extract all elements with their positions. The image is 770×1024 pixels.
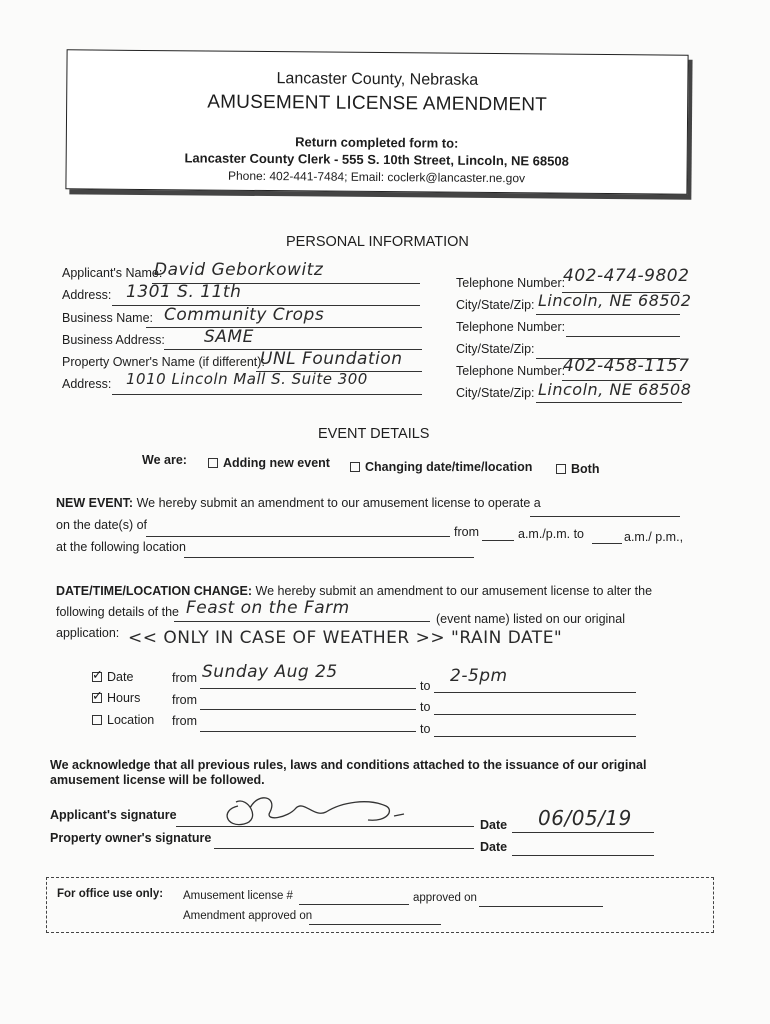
phone3-label: Telephone Number: bbox=[456, 364, 566, 378]
county-name: Lancaster County, Nebraska bbox=[276, 70, 479, 89]
hours-to-line bbox=[434, 714, 636, 715]
business-name-value[interactable]: Community Crops bbox=[164, 305, 325, 325]
csz3-value[interactable]: Lincoln, NE 68508 bbox=[538, 380, 692, 399]
change-text bbox=[56, 584, 652, 598]
csz1-label: City/State/Zip: bbox=[456, 298, 535, 312]
date-from-line bbox=[200, 688, 416, 689]
location-to-line bbox=[434, 736, 636, 737]
location-line bbox=[184, 557, 474, 558]
license-number-label: Amusement license # bbox=[183, 890, 293, 902]
date-to-label: to bbox=[420, 679, 431, 693]
to-time-line bbox=[592, 543, 622, 544]
personal-section-title: PERSONAL INFORMATION bbox=[286, 234, 469, 250]
applicant-signature[interactable] bbox=[218, 788, 418, 840]
change-body: We hereby submit an amendment to our amusement license to alter the bbox=[255, 584, 653, 598]
business-name-line bbox=[146, 327, 422, 328]
owner-address-line bbox=[112, 394, 422, 395]
office-use-label: For office use only: bbox=[57, 888, 164, 900]
new-event-body: We hereby submit an amendment to our amusement license to operate a bbox=[136, 496, 541, 510]
on-dates-line bbox=[146, 536, 450, 537]
option-changing[interactable] bbox=[350, 460, 532, 474]
both-checkbox[interactable] bbox=[556, 464, 566, 474]
business-address-value[interactable]: SAME bbox=[204, 327, 254, 347]
header-box bbox=[65, 49, 688, 194]
approved-on-label: approved on bbox=[413, 892, 477, 904]
applicant-date-label: Date bbox=[480, 818, 508, 832]
event-name-suffix: (event name) listed on our original bbox=[436, 612, 625, 626]
location-row-label: Location bbox=[107, 713, 155, 727]
return-label: Return completed form to: bbox=[295, 134, 459, 151]
applicant-name-value[interactable]: David Geborkowitz bbox=[154, 260, 324, 280]
address-value[interactable]: 1301 S. 11th bbox=[126, 282, 242, 302]
amendment-approved-label: Amendment approved on bbox=[183, 910, 313, 922]
new-event-heading: NEW EVENT: bbox=[56, 496, 134, 510]
business-name-label: Business Name: bbox=[62, 311, 154, 325]
amendment-approved-line bbox=[309, 924, 441, 925]
acknowledgement-text: We acknowledge that all previous rules, laws and conditions attached to the issuance of our original amusement license will be followed. bbox=[50, 758, 647, 787]
form-title: AMUSEMENT LICENSE AMENDMENT bbox=[207, 91, 548, 116]
option-adding[interactable] bbox=[208, 456, 330, 470]
ampm-end-label: a.m./ p.m., bbox=[624, 530, 684, 544]
license-number-line bbox=[299, 904, 409, 905]
applicant-name-label: Applicant's Name: bbox=[62, 266, 163, 280]
phone1-label: Telephone Number: bbox=[456, 276, 566, 290]
csz1-line bbox=[536, 314, 680, 315]
owner-date-label: Date bbox=[480, 840, 508, 854]
event-name-line bbox=[174, 621, 430, 622]
new-event-type-line bbox=[530, 516, 680, 517]
option-both[interactable] bbox=[556, 462, 599, 476]
phone2-label: Telephone Number: bbox=[456, 320, 566, 334]
hours-from-label: from bbox=[172, 693, 197, 707]
event-name-value[interactable]: Feast on the Farm bbox=[186, 598, 350, 618]
from-time-line bbox=[482, 540, 514, 541]
we-are-label: We are: bbox=[142, 453, 187, 467]
on-dates-label: on the date(s) of bbox=[56, 518, 148, 532]
applicant-date-line bbox=[512, 832, 654, 833]
event-section-title: EVENT DETAILS bbox=[318, 426, 430, 442]
csz3-line bbox=[536, 402, 682, 403]
adding-checkbox[interactable] bbox=[208, 458, 218, 468]
applicant-date-value[interactable]: 06/05/19 bbox=[538, 806, 632, 830]
location-from-line bbox=[200, 731, 416, 732]
date-to-value[interactable]: 2-5pm bbox=[450, 666, 508, 686]
phone3-value[interactable]: 402-458-1157 bbox=[563, 356, 690, 376]
both-label: Both bbox=[571, 462, 600, 476]
application-label: application: bbox=[56, 626, 120, 640]
change-heading: DATE/TIME/LOCATION CHANGE: bbox=[56, 584, 253, 598]
date-from-value[interactable]: Sunday Aug 25 bbox=[202, 662, 338, 682]
applicant-signature-label: Applicant's signature bbox=[50, 808, 177, 822]
csz1-value[interactable]: Lincoln, NE 68502 bbox=[538, 291, 692, 310]
location-checkbox[interactable] bbox=[92, 715, 102, 725]
location-label: at the following location bbox=[56, 540, 186, 554]
hours-checkbox[interactable] bbox=[92, 693, 102, 703]
hours-option[interactable] bbox=[92, 691, 140, 705]
date-option[interactable] bbox=[92, 670, 133, 684]
business-address-label: Business Address: bbox=[62, 333, 165, 347]
owner-address-label: Address: bbox=[62, 377, 112, 391]
clerk-address: Lancaster County Clerk - 555 S. 10th Street, Lincoln, NE 68508 bbox=[184, 150, 569, 169]
owner-address-value[interactable]: 1010 Lincoln Mall S. Suite 300 bbox=[126, 370, 368, 388]
new-event-text bbox=[56, 496, 541, 510]
from-time-label: from bbox=[454, 525, 479, 539]
changing-checkbox[interactable] bbox=[350, 462, 360, 472]
location-option[interactable] bbox=[92, 713, 154, 727]
csz3-label: City/State/Zip: bbox=[456, 386, 535, 400]
phone1-value[interactable]: 402-474-9802 bbox=[563, 266, 690, 286]
following-label: following details of the bbox=[56, 605, 179, 619]
approved-on-line bbox=[479, 906, 603, 907]
owner-name-value[interactable]: UNL Foundation bbox=[260, 349, 403, 369]
date-from-label: from bbox=[172, 671, 197, 685]
hours-label: Hours bbox=[107, 691, 141, 705]
phone2-line bbox=[566, 336, 680, 337]
location-to-label: to bbox=[420, 722, 431, 736]
owner-signature-label: Property owner's signature bbox=[50, 831, 212, 845]
date-to-line bbox=[434, 692, 636, 693]
location-from-label: from bbox=[172, 714, 197, 728]
office-use-box bbox=[46, 877, 714, 933]
owner-date-line bbox=[512, 855, 654, 856]
adding-label: Adding new event bbox=[223, 456, 330, 470]
csz2-label: City/State/Zip: bbox=[456, 342, 535, 356]
hours-to-label: to bbox=[420, 700, 431, 714]
changing-label: Changing date/time/location bbox=[365, 460, 533, 474]
date-checkbox[interactable] bbox=[92, 672, 102, 682]
ampm-to-label: a.m./p.m. to bbox=[518, 527, 584, 541]
address-label: Address: bbox=[62, 288, 112, 302]
clerk-contact: Phone: 402-441-7484; Email: coclerk@lancaster.ne.gov bbox=[227, 168, 526, 186]
owner-signature-line bbox=[214, 848, 474, 849]
date-label: Date bbox=[107, 670, 134, 684]
application-note[interactable]: << ONLY IN CASE OF WEATHER >> "RAIN DATE" bbox=[128, 628, 563, 648]
hours-from-line bbox=[200, 709, 416, 710]
owner-name-label: Property Owner's Name (if different): bbox=[62, 355, 265, 369]
